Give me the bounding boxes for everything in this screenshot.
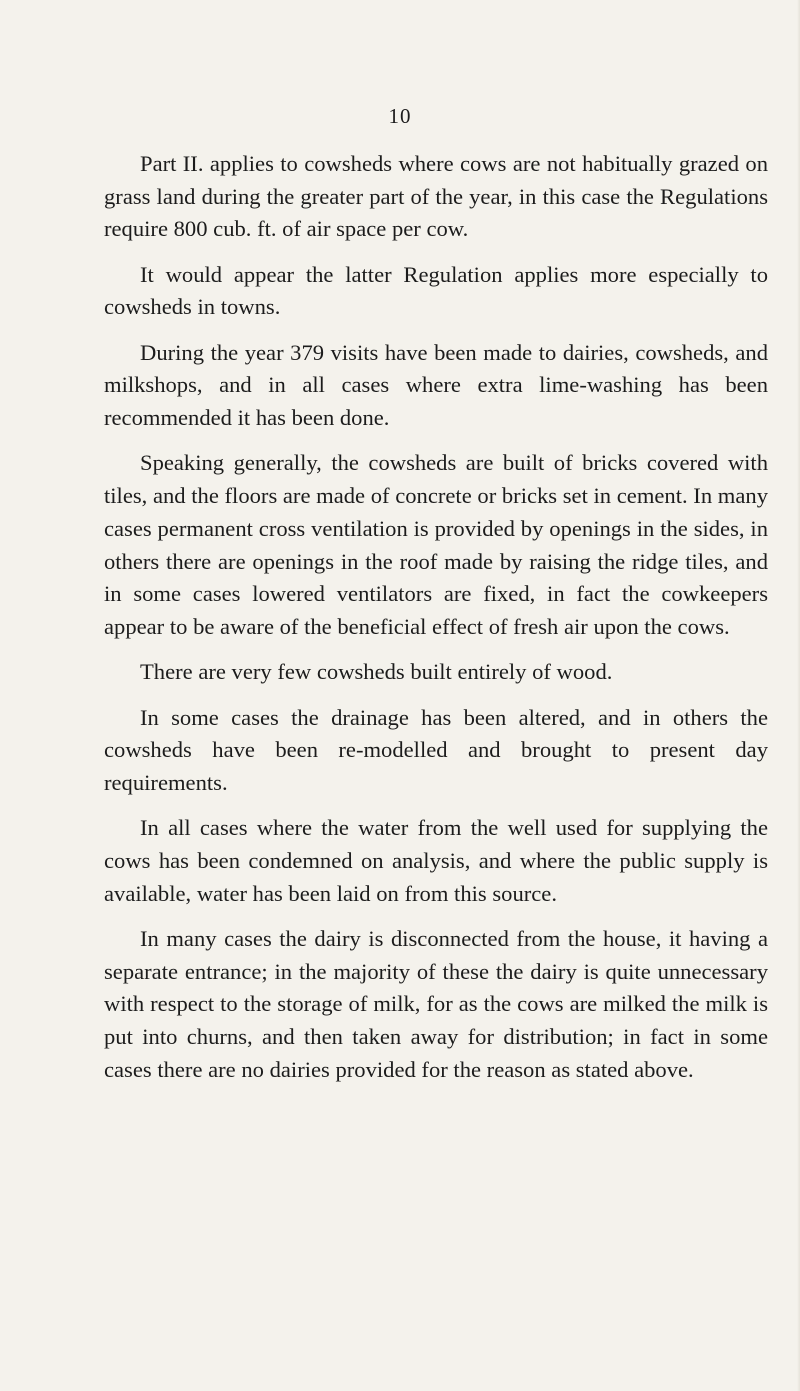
paragraph-part-two: Part II. applies to cowsheds where cows are not habitually grazed on grass land during the greater part of the year, in this case the Regulations require 800 cub. ft. of air space per cow. (104, 151, 768, 242)
paragraph-visits: During the year 379 visits have been made to dairies, cowsheds, and milkshops, and in all cases where extra lime-washing has been recommended it has been done. (104, 339, 768, 431)
paragraph-wood-cowsheds: There are very few cowsheds built entirely of wood. (140, 659, 613, 685)
paragraph-drainage: In some cases the drainage has been altered, and in others the cowsheds have been re-modelled and brought to present day requirements. (104, 704, 768, 795)
paragraph-water-supply: In all cases where the water from the well used for supplying the cows has been condemned on analysis, and where the public supply is available, water has been laid on from this source. (104, 815, 768, 906)
page-number: 10 (388, 104, 412, 128)
paragraph-dairy: In many cases the dairy is disconnected from the house, it having a separate entrance; in the majority of these the dairy is quite unnecessary with respect to the storage of milk, for as the cows are milked the milk is put into churns, and then taken away for distribution; in fact in some cases there are no dairies provided for the reason as stated above. (104, 925, 768, 1082)
paragraph-latter-regulation: It would appear the latter Regulation applies more especially to cowsheds in towns. (104, 261, 768, 320)
paragraph-construction: Speaking generally, the cowsheds are built of bricks covered with tiles, and the floors are made of concrete or bricks set in cement. In many cases permanent cross ventilation is provided by openings in the sides, in others there are openings in the roof made by raising the ridge tiles, and in some cases lowered ventilators are fixed, in fact the cowkeepers appear to be aware of the beneficial effect of fresh air upon the cows. (104, 450, 768, 639)
body-text (104, 148, 768, 1099)
